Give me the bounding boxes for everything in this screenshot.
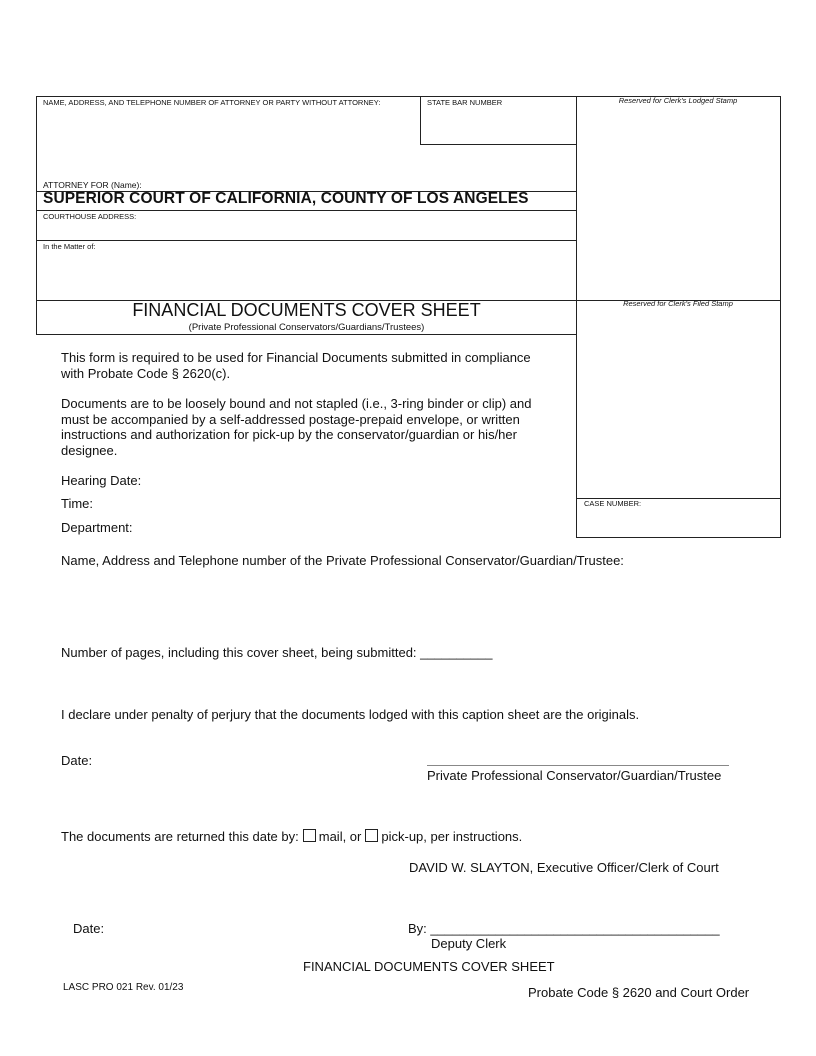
mail-checkbox[interactable] [303,829,316,842]
pickup-label: pick-up, per instructions. [381,829,523,844]
date-label: Date: [61,753,93,768]
form-subtitle: (Private Professional Conservators/Guardians/Trustees) [188,322,425,333]
caption-left-border [36,96,37,334]
footer-title: FINANCIAL DOCUMENTS COVER SHEET [303,959,555,974]
form-number: LASC PRO 021 Rev. 01/23 [63,982,184,993]
signature-caption: Private Professional Conservator/Guardian/Trustee [427,768,722,783]
state-bar-left [420,96,421,144]
matter-label: In the Matter of: [43,242,96,251]
filed-stamp-label: Reserved for Clerk's Filed Stamp [623,299,733,308]
return-prefix: The documents are returned this date by: [61,829,299,844]
court-name: SUPERIOR COURT OF CALIFORNIA, COUNTY OF LOS ANGELES [43,190,529,207]
form-title: FINANCIAL DOCUMENTS COVER SHEET [132,300,481,320]
mail-label: mail, or [318,829,362,844]
caption-right-border [780,96,781,538]
attorney-for-label: ATTORNEY FOR (Name): [43,180,142,190]
by-line: By: ________________________________________ [408,921,720,936]
title-bottom-line [36,334,577,335]
case-number-label: CASE NUMBER: [584,499,642,508]
state-bar-label: STATE BAR NUMBER [427,98,503,107]
courthouse-top-line [36,210,577,211]
matter-top-line [36,240,577,241]
time-label: Time: [61,496,94,511]
deputy-clerk-label: Deputy Clerk [431,936,507,951]
pickup-checkbox[interactable] [365,829,378,842]
pages-count-label: Number of pages, including this cover sheet, being submitted: __________ [61,645,493,660]
case-number-bottom-line [576,537,781,538]
conservator-info-label: Name, Address and Telephone number of the Private Professional Conservator/Guardian/Trustee: [61,553,624,568]
hearing-date-label: Hearing Date: [61,473,142,488]
instructions-paragraph-1: This form is required to be used for Financial Documents submitted in compliance with Probate Code § 2620(c). [61,350,531,381]
return-method-row [61,829,522,845]
signature-line[interactable] [427,765,729,766]
instructions-paragraph-2: Documents are to be loosely bound and not stapled (i.e., 3-ring binder or clip) and must be accompanied by a self-addressed postage-prepaid envelope, or written instructions and authorization for pick-up by the conservator/guardian or his/her designee. [61,396,532,458]
declaration-text: I declare under penalty of perjury that the documents lodged with this caption sheet are the originals. [61,707,640,722]
probate-code-reference: Probate Code § 2620 and Court Order [528,985,750,1000]
department-label: Department: [61,520,133,535]
attorney-label: NAME, ADDRESS, AND TELEPHONE NUMBER OF ATTORNEY OR PARTY WITHOUT ATTORNEY: [43,98,381,107]
date2-label: Date: [73,921,105,936]
state-bar-bottom [420,144,577,145]
clerk-line: DAVID W. SLAYTON, Executive Officer/Clerk of Court [409,860,719,875]
lodged-stamp-label: Reserved for Clerk's Lodged Stamp [618,96,738,105]
courthouse-label: COURTHOUSE ADDRESS: [43,212,137,221]
